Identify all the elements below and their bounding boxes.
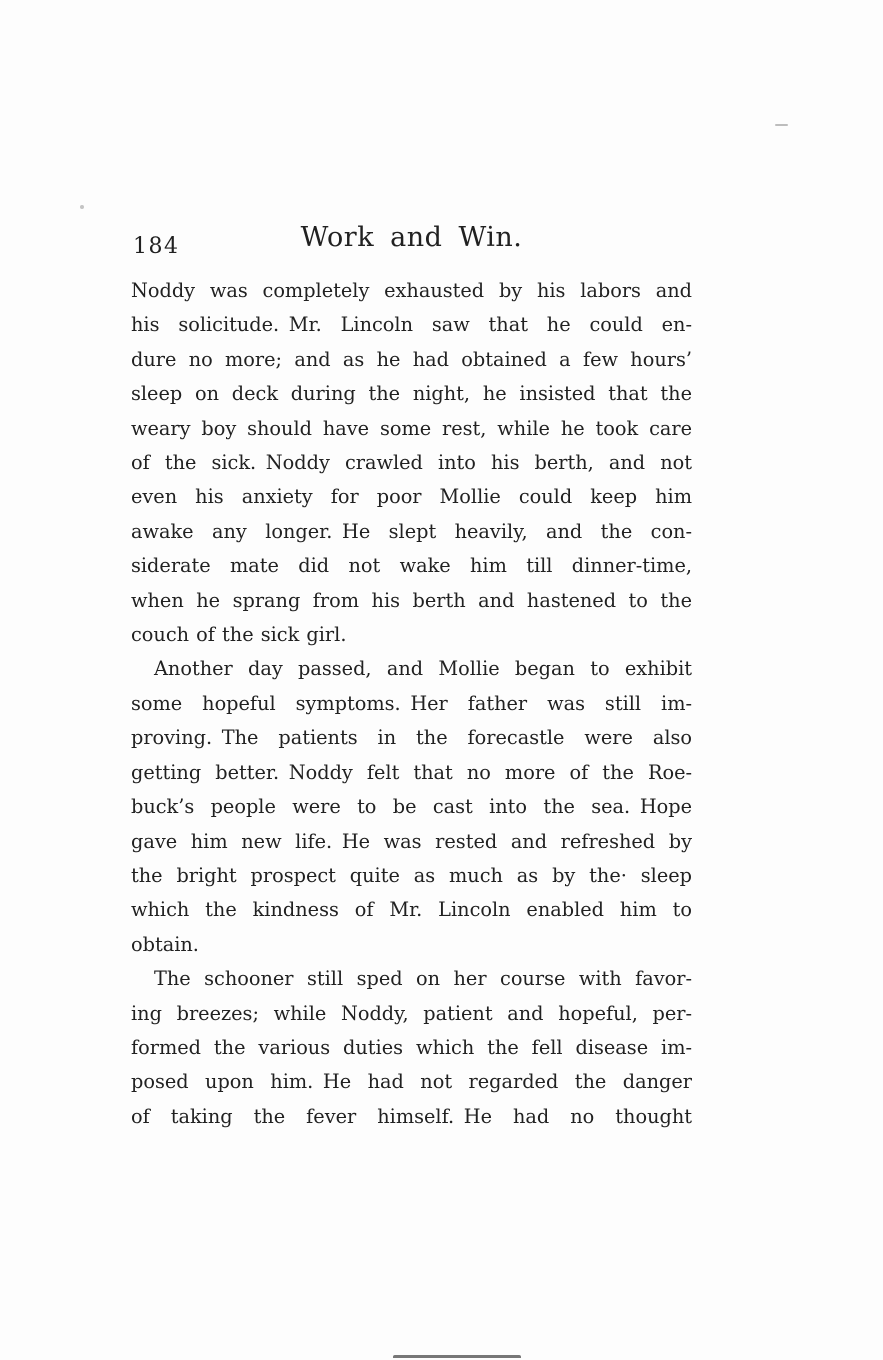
text-line: gave him new life. He was rested and refreshed by (131, 829, 692, 853)
text-line: Noddy was completely exhausted by his labors and (131, 279, 692, 302)
text-line: The schooner still sped on her course with favor- (154, 967, 692, 991)
text-line: ing breezes; while Noddy, patient and hopeful, per- (131, 1001, 692, 1025)
text-line: formed the various duties which the fell disease im- (131, 1035, 692, 1059)
text-line: posed upon him. He had not regarded the danger (131, 1070, 692, 1094)
text-line: of taking the fever himself. He had no thought (131, 1104, 692, 1128)
text-line: obtain. (131, 932, 199, 956)
text-block (131, 274, 692, 1134)
page-header (131, 222, 692, 262)
paragraph (131, 274, 692, 652)
text-line: some hopeful symptoms. Her father was still im- (131, 691, 692, 715)
text-line: sleep on deck during the night, he insisted that the (131, 382, 692, 406)
scan-artifact-bottom-edge (393, 1355, 521, 1358)
text-line: of the sick. Noddy crawled into his berth, and not (131, 451, 692, 475)
scan-artifact-dash (775, 124, 788, 126)
page-number: 184 (133, 234, 180, 259)
text-line: Another day passed, and Mollie began to exhibit (154, 657, 692, 681)
text-line: even his anxiety for poor Mollie could keep him (131, 485, 692, 509)
text-line: proving. The patients in the forecastle were also (131, 726, 692, 750)
text-line: his solicitude. Mr. Lincoln saw that he could en- (131, 313, 692, 337)
page-content (131, 222, 692, 1134)
text-line: awake any longer. He slept heavily, and the con- (131, 519, 692, 543)
paragraph (131, 652, 692, 962)
text-line: dure no more; and as he had obtained a few hours’ (131, 347, 692, 371)
text-line: getting better. Noddy felt that no more of the Roe- (131, 760, 692, 784)
text-line: couch of the sick girl. (131, 623, 347, 647)
paragraph (131, 962, 692, 1134)
text-line: the bright prospect quite as much as by the· sleep (131, 863, 692, 887)
scan-artifact-dot (80, 205, 84, 209)
text-line: which the kindness of Mr. Lincoln enabled him to (131, 898, 692, 922)
text-line: siderate mate did not wake him till dinner-time, (131, 554, 692, 578)
text-line: when he sprang from his berth and hastened to the (131, 588, 692, 612)
text-line: weary boy should have some rest, while he took care (131, 416, 692, 440)
text-line: buck’s people were to be cast into the sea. Hope (131, 795, 692, 819)
running-title: Work and Win. (300, 222, 523, 253)
